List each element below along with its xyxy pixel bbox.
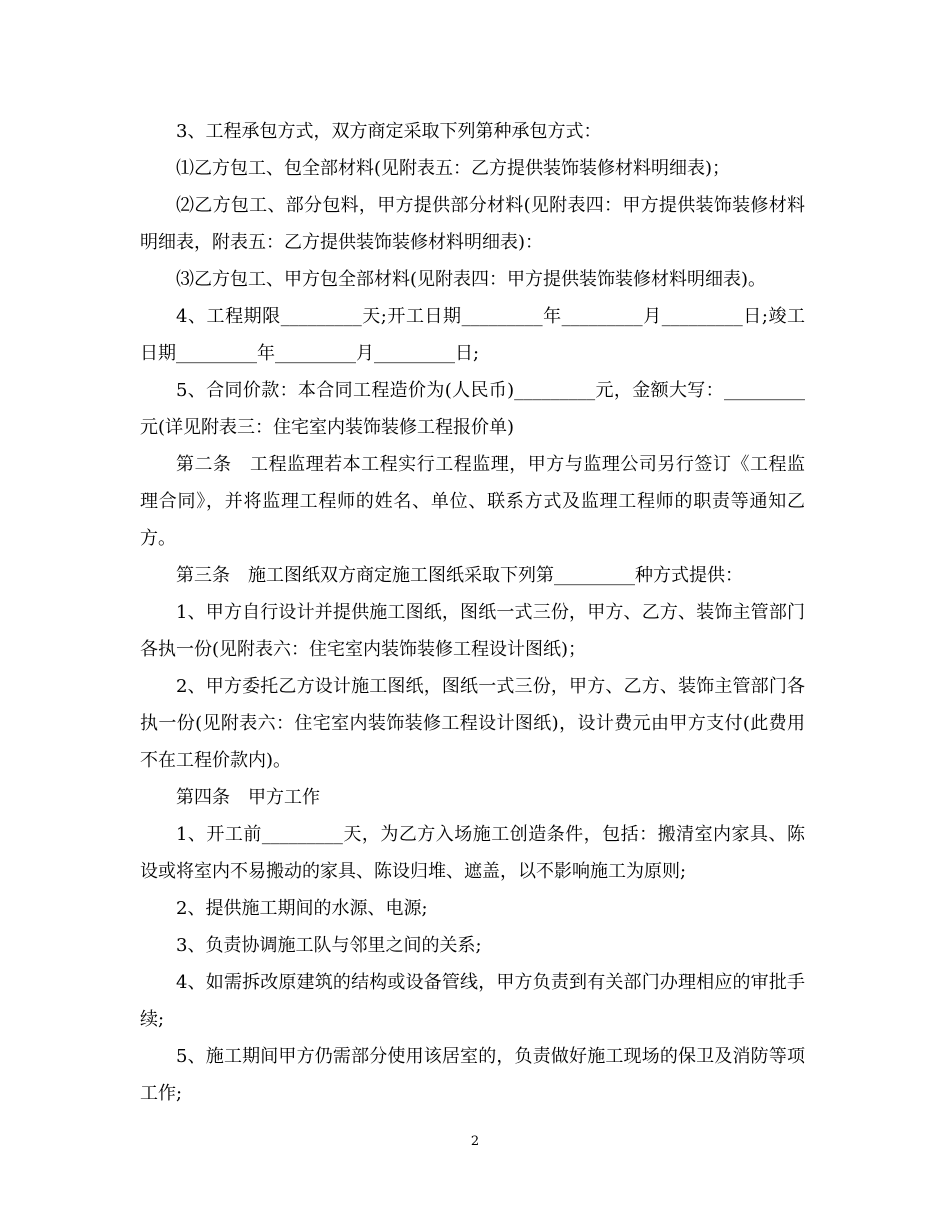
paragraph-option-2: ⑵乙方包工、部分包料，甲方提供部分材料(见附表四：甲方提供装饰装修材料明细表，附表五：乙方提供装饰装修材料明细表)：: [140, 195, 805, 253]
document-body: [140, 113, 805, 1112]
paragraph-contract-method: 3、工程承包方式，双方商定采取下列第种承包方式：: [176, 121, 602, 142]
paragraph-project-period: 4、工程期限_________天;开工日期_________年_________月_________日;竣工日期_________年_________月_________日;: [140, 306, 805, 364]
paragraph-article-2: 第二条 工程监理若本工程实行工程监理，甲方与监理公司另行签订《工程监理合同》，并将监理工程师的姓名、单位、联系方式及监理工程师的职责等通知乙方。: [140, 454, 805, 549]
page-number: 2: [470, 1134, 480, 1149]
paragraph-article-3: 第三条 施工图纸双方商定施工图纸采取下列第_________种方式提供：: [176, 565, 743, 586]
paragraph-duty-2: 2、提供施工期间的水源、电源;: [176, 898, 428, 919]
paragraph-drawing-option-2: 2、甲方委托乙方设计施工图纸，图纸一式三份，甲方、乙方、装饰主管部门各执一份(见附表六：住宅室内装饰装修工程设计图纸)，设计费元由甲方支付(此费用不在工程价款内)。: [140, 676, 805, 771]
paragraph-duty-1: 1、开工前_________天，为乙方入场施工创造条件，包括：搬清室内家具、陈设或将室内不易搬动的家具、陈设归堆、遮盖，以不影响施工为原则;: [140, 824, 805, 882]
paragraph-drawing-option-1: 1、甲方自行设计并提供施工图纸，图纸一式三份，甲方、乙方、装饰主管部门各执一份(见附表六：住宅室内装饰装修工程设计图纸)；: [140, 602, 805, 660]
paragraph-article-4: 第四条 甲方工作: [176, 787, 320, 808]
paragraph-contract-price: 5、合同价款：本合同工程造价为(人民币)_________元，金额大写：_________元(详见附表三：住宅室内装饰装修工程报价单): [140, 380, 805, 438]
paragraph-duty-3: 3、负责协调施工队与邻里之间的关系;: [176, 935, 482, 956]
paragraph-duty-5: 5、施工期间甲方仍需部分使用该居室的，负责做好施工现场的保卫及消防等项工作;: [140, 1046, 805, 1104]
paragraph-option-1: ⑴乙方包工、包全部材料(见附表五：乙方提供装饰装修材料明细表)；: [176, 158, 731, 179]
paragraph-option-3: ⑶乙方包工、甲方包全部材料(见附表四：甲方提供装饰装修材料明细表)。: [176, 269, 767, 290]
paragraph-duty-4: 4、如需拆改原建筑的结构或设备管线，甲方负责到有关部门办理相应的审批手续;: [140, 972, 805, 1030]
